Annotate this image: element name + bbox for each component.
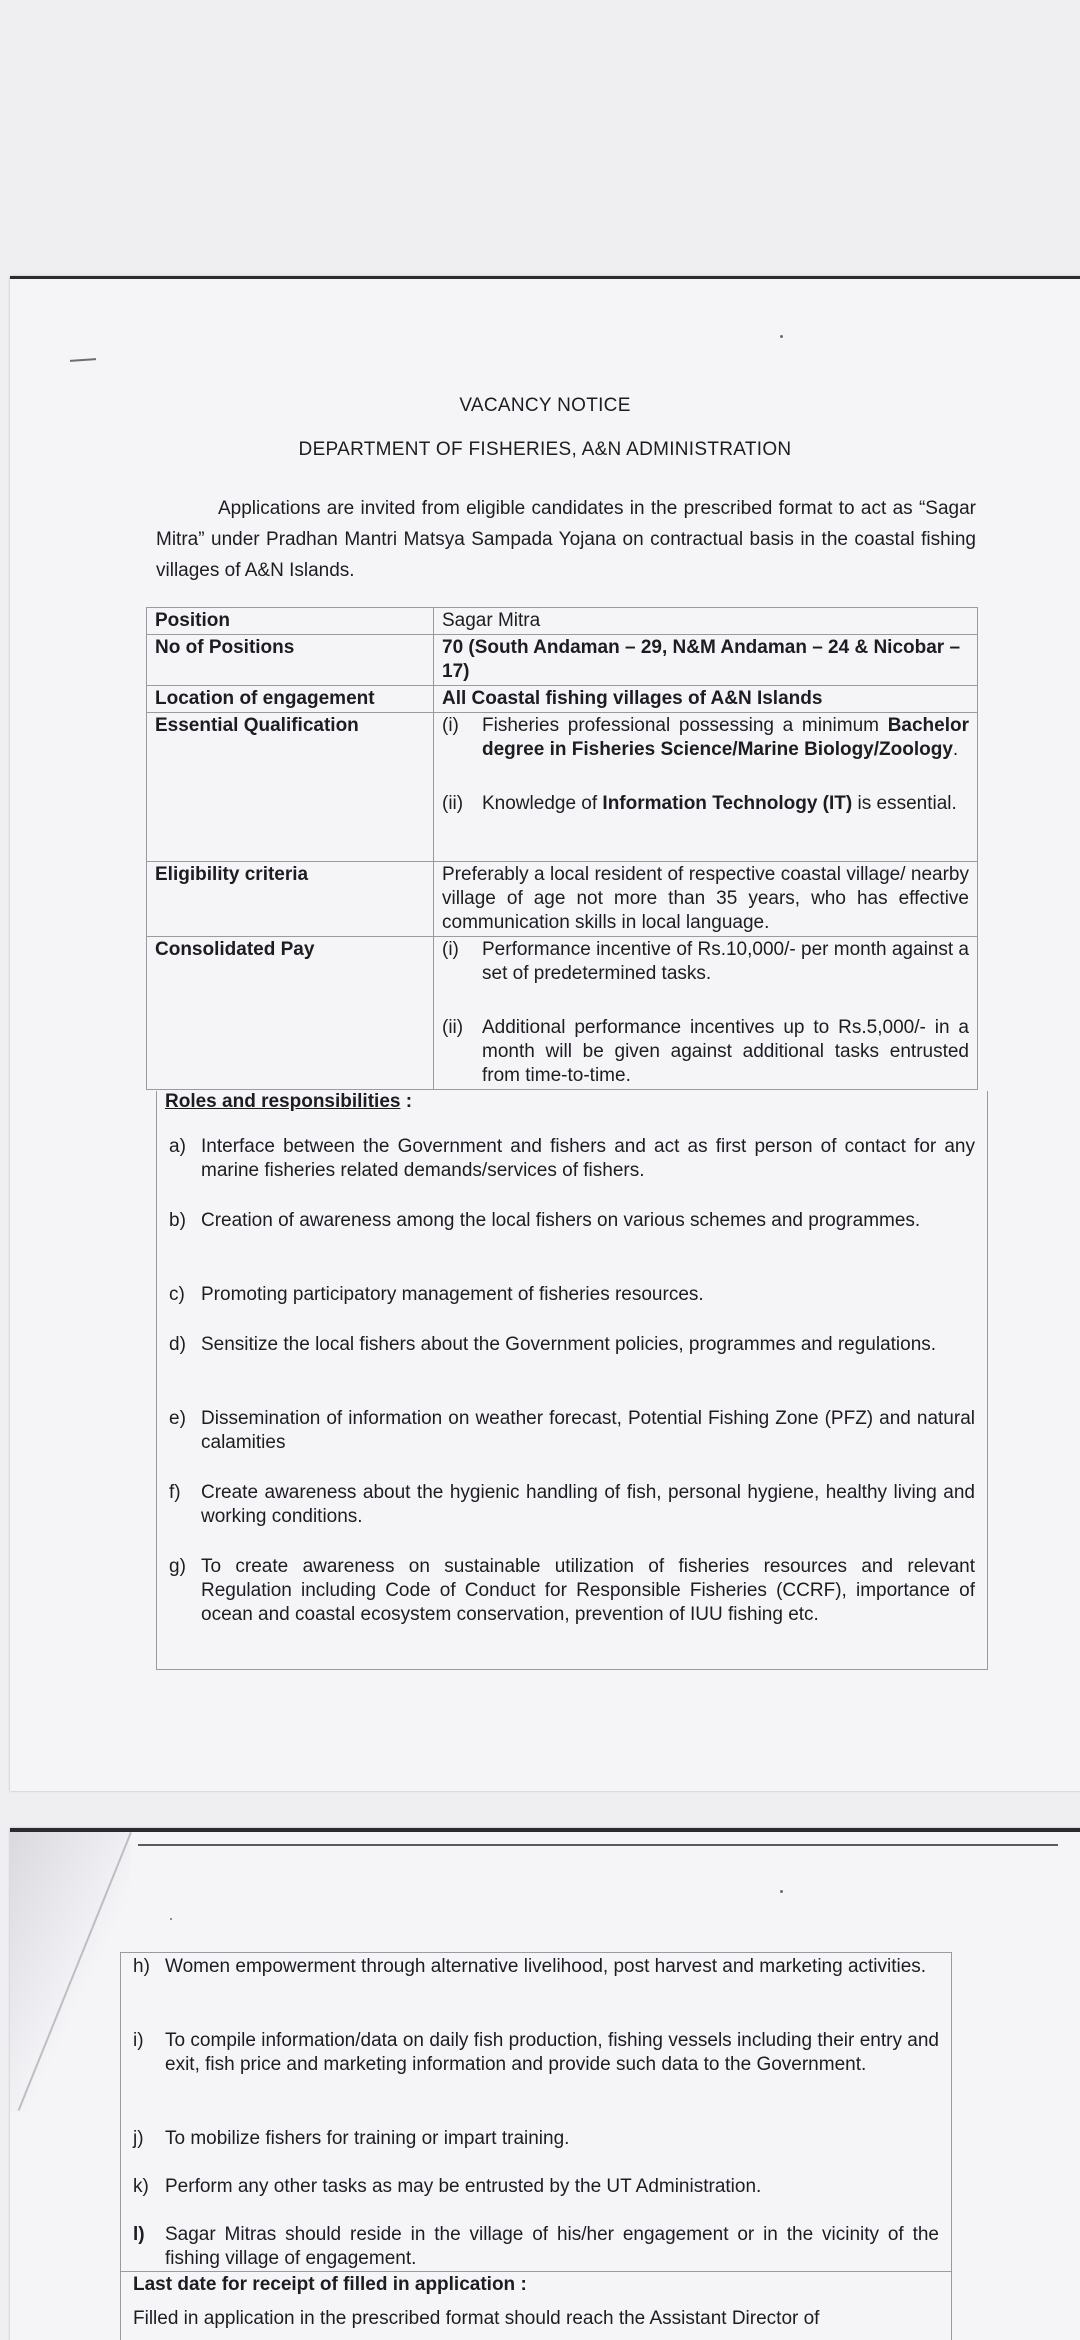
scan-mark xyxy=(70,358,96,362)
intro-paragraph xyxy=(156,493,976,586)
qualification-bold-text: Information Technology (IT) xyxy=(602,793,853,814)
eligibility-label: Eligibility criteria xyxy=(147,862,434,937)
document-page-1 xyxy=(10,276,1080,1791)
table-row xyxy=(147,686,978,713)
list-marker: b) xyxy=(169,1210,186,1231)
list-item xyxy=(169,1283,975,1307)
list-marker: i) xyxy=(133,2030,144,2051)
list-text: To compile information/data on daily fish production, fishing vessels including their entry and exit, fish price and marketing information and provide such data to the Government. xyxy=(165,2030,939,2075)
page-top-rule xyxy=(138,1844,1058,1846)
list-marker: a) xyxy=(169,1136,186,1157)
qualification-label: Essential Qualification xyxy=(147,713,434,862)
list-marker: d) xyxy=(169,1334,186,1355)
list-item xyxy=(133,1955,939,1979)
pay-number: (ii) xyxy=(442,1017,464,1038)
document-page-2 xyxy=(10,1828,1080,2340)
list-marker: j) xyxy=(133,2128,144,2149)
table-row xyxy=(147,635,978,686)
list-text: To mobilize fishers for training or impart training. xyxy=(165,2128,570,2149)
list-item xyxy=(169,1333,975,1357)
list-marker: k) xyxy=(133,2176,149,2197)
list-text: Sagar Mitras should reside in the village of his/her engagement or in the vicinity of the fishing village of engagement. xyxy=(165,2224,939,2269)
qualification-item xyxy=(442,792,969,816)
no-of-positions-label: No of Positions xyxy=(147,635,434,686)
list-marker: l) xyxy=(133,2224,145,2245)
last-date-text: Filled in application in the prescribed format should reach the Assistant Director of xyxy=(133,2308,820,2329)
qualification-bold-text: Bachelor degree in Fisheries Science/Marine Biology/Zoology xyxy=(482,715,969,760)
table-row xyxy=(147,608,978,635)
qualification-number: (i) xyxy=(442,715,459,736)
list-text: Interface between the Government and fishers and act as first person of contact for any marine fisheries related demands/services of fishers. xyxy=(201,1136,975,1181)
roles-title xyxy=(165,1091,412,1113)
pay-text: Additional performance incentives up to Rs.5,000/- in a month will be given against additional tasks entrusted from time-to-time. xyxy=(482,1017,969,1086)
position-value: Sagar Mitra xyxy=(434,608,978,635)
qualification-text: Knowledge of xyxy=(482,793,603,814)
list-marker: e) xyxy=(169,1408,186,1429)
list-text: Promoting participatory management of fisheries resources. xyxy=(201,1284,704,1305)
qualification-number: (ii) xyxy=(442,793,464,814)
location-value: All Coastal fishing villages of A&N Islands xyxy=(434,686,978,713)
scan-dot xyxy=(780,1890,783,1893)
list-marker: c) xyxy=(169,1284,185,1305)
roles-title-colon: : xyxy=(400,1091,413,1112)
department-heading: DEPARTMENT OF FISHERIES, A&N ADMINISTRATION xyxy=(298,439,792,460)
list-item xyxy=(169,1555,975,1627)
list-marker: f) xyxy=(169,1482,181,1503)
list-text: Creation of awareness among the local fishers on various schemes and programmes. xyxy=(201,1210,921,1231)
list-item xyxy=(133,2223,939,2271)
table-row xyxy=(147,937,978,1090)
list-item xyxy=(133,2175,939,2199)
list-text: To create awareness on sustainable utilization of fisheries resources and relevant Regulation including Code of Conduct for Responsible Fisheries (CCRF), importance of ocean and coastal ecosystem conservation, prevention of IUU fishing etc. xyxy=(201,1556,975,1625)
list-item xyxy=(133,2029,939,2077)
table-row xyxy=(147,862,978,937)
pay-item xyxy=(442,1016,969,1088)
pay-value xyxy=(434,937,978,1090)
no-of-positions-value: 70 (South Andaman – 29, N&M Andaman – 24 & Nicobar – 17) xyxy=(434,635,978,686)
pay-text: Performance incentive of Rs.10,000/- per month against a set of predetermined tasks. xyxy=(482,939,969,984)
qualification-item xyxy=(442,714,969,762)
list-item xyxy=(133,2127,939,2151)
roles-section-continued xyxy=(120,1952,952,2340)
qualification-text-end: is essential. xyxy=(852,793,957,814)
notice-title: VACANCY NOTICE xyxy=(459,395,631,416)
position-label: Position xyxy=(147,608,434,635)
qualification-text: Fisheries professional possessing a minimum xyxy=(482,715,888,736)
list-text: Perform any other tasks as may be entrusted by the UT Administration. xyxy=(165,2176,762,2197)
list-item xyxy=(169,1407,975,1455)
pay-number: (i) xyxy=(442,939,459,960)
qualification-value xyxy=(434,713,978,862)
roles-title-text: Roles and responsibilities xyxy=(165,1091,401,1112)
list-item xyxy=(169,1209,975,1233)
list-text: Dissemination of information on weather forecast, Potential Fishing Zone (PFZ) and natural calamities xyxy=(201,1408,975,1453)
list-text: Sensitize the local fishers about the Government policies, programmes and regulations. xyxy=(201,1334,937,1355)
list-item xyxy=(169,1481,975,1529)
intro-text: Applications are invited from eligible candidates in the prescribed format to act as “Sagar Mitra” under Pradhan Mantri Matsya Sampada Yojana on contractual basis in the coastal fishing villages of A&N Islands. xyxy=(156,498,976,581)
list-marker: g) xyxy=(169,1556,186,1577)
list-marker: h) xyxy=(133,1956,150,1977)
last-date-heading: Last date for receipt of filled in application : xyxy=(121,2271,951,2298)
table-row xyxy=(147,713,978,862)
location-label: Location of engagement xyxy=(147,686,434,713)
qualification-text-end: . xyxy=(952,739,959,760)
scan-dot xyxy=(170,1918,172,1920)
scan-dot xyxy=(780,335,783,338)
list-text: Create awareness about the hygienic handling of fish, personal hygiene, healthy living and working conditions. xyxy=(201,1482,975,1527)
vacancy-details-table xyxy=(146,607,978,1090)
pay-item xyxy=(442,938,969,986)
list-text: Women empowerment through alternative livelihood, post harvest and marketing activities. xyxy=(165,1956,927,1977)
pay-label: Consolidated Pay xyxy=(147,937,434,1090)
eligibility-value: Preferably a local resident of respective coastal village/ nearby village of age not more than 35 years, who has effective communication skills in local language. xyxy=(434,862,978,937)
list-item xyxy=(169,1135,975,1183)
roles-section xyxy=(156,1091,988,1670)
